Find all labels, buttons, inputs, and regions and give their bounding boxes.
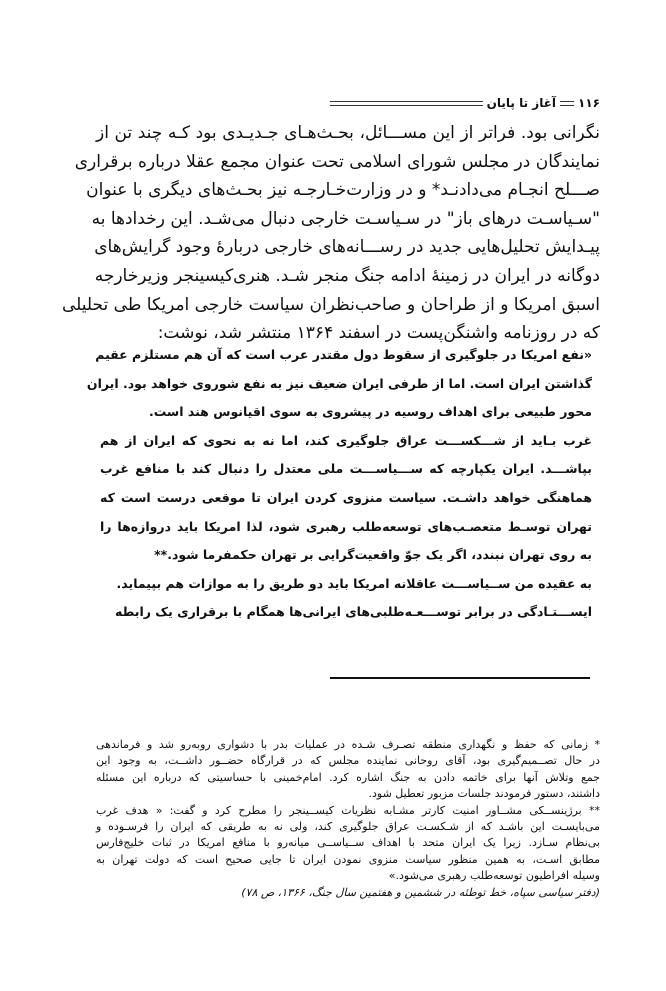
body-line: نمایندگان در مجلس شورای اسلامی تحت عنوان مجمع عقلا درباره برقراری — [74, 151, 600, 172]
quote-line: هماهنگی خواهد داشـت. سیاست منزوی کردن ایران تا موقعی درست است که — [100, 490, 592, 505]
body-line: نگرانی بود. فراتر از این مســـائل، بحـث‌هـای جـدیـدی بود کـه چند تن از — [96, 123, 600, 143]
quote-line: «نفع امریکا در جلوگیری از سقوط دول مقتدر عرب است که آن هم مستلزم عقیم — [95, 347, 592, 362]
footnote-line: * زمانی که حفظ و نگهداری منطقه تصـرف شـده در عملیات بدر با دشواری روبه‌رو شد و فرماندهی — [96, 738, 600, 751]
quote-line: بپاشـــد. ایران یکپارچه که ســـیاســـت ملی معتدل را دنبال کند با منافع غرب — [100, 461, 592, 477]
header-rule — [330, 101, 483, 106]
body-line: اسبق امریکا و از طراحان و صاحب‌نظران سیاست خارجی امریکا طی تحلیلی — [62, 294, 600, 315]
quote-line: گذاشتن ایران است. اما از طرفی ایران ضعیف نیز به نفع شوروی خواهد بود. ایران — [86, 375, 592, 391]
header-rule-short — [560, 101, 574, 106]
footnote-line: وسیله افراطیون توسعه‌طلب رهبری می‌شود.» — [388, 869, 600, 883]
body-line: دوگانه در ایران در زمینهٔ ادامه جنگ منجر شـد. هنری‌کیسینجر وزیرخارجه — [94, 266, 600, 286]
quote-line: به روی تهران نبندد، اگر یک جوّ واقعیت‌گرایی بر تهران حکمفرما شود.** — [154, 547, 592, 563]
footnote-line: بی‌نظام سـازد. زیرا یک ایران متحد با اهداف ســیاســی میانه‌رو با منافع امریکا در ثبات خلیج‌فارس — [96, 836, 600, 850]
quote-line: به عقیده من ســیاســـت عاقلانه امریکا باید دو طریق را به موازات هم بپیماید. — [116, 575, 592, 591]
body-line: پیـدایش تحلیل‌هایی جدید در رســـانه‌های خارجی دربارهٔ وجود گرایش‌های — [94, 237, 600, 258]
footnote-line: داشتند، دستور فرمودند جلسات مزبور تعطیل شود. — [368, 787, 600, 801]
footnote-line: مطابق اسـت، به همین منظور سیاست منزوی نمودن ایران تا جایی صحیح است که دولت تهران به — [96, 852, 600, 866]
footnote-separator — [330, 677, 590, 679]
running-title: آغاز تا پایان — [486, 96, 557, 110]
footnote-line: جمع وتلاش آنها برای خاتمه دادن به جنگ اشاره کرد. امام‌خمینی با حساسیتی که درباره این مسئله — [96, 770, 600, 784]
quote-line: غرب بـاید از شـــکســـت عراق جلوگیری کند، اما نه به نحوی که ایران از هم — [100, 432, 592, 448]
footnote-line: می‌بایسـت این باشـد که از شـکسـت عراق جلوگیری کند، ولی نه به طریقی که ایران را فرسـوده و — [96, 820, 600, 833]
footnote-line: در حال تصــمیم‌گیری بود، آقای روحانی نماینده مجلس که در قرارگاه حضــور داشــت، به وجود این — [96, 754, 600, 768]
footnote-line: ** برژینســکی مشــاور امنیت کارتر مشـابه نظریات کیســینجر را مطرح کرد و گفت: « هدف غرب — [96, 803, 600, 817]
footnote-source: (دفتر سیاسی سپاه، خط توطئه در ششمین و هفتمین سال جنگ، ۱۳۶۶، ص ۷۸) — [241, 885, 600, 899]
page-number: ۱۱۶ — [578, 96, 600, 110]
body-line: که در روزنامه واشنگن‌پست در اسفند ۱۳۶۴ منتشر شد، نوشت: — [157, 323, 600, 344]
quote-line: محور طبیعی برای اهداف روسیه در پیشروی به سوی اقیانوس هند است. — [148, 404, 592, 420]
running-header — [330, 94, 600, 112]
body-line: صـــلح انجـام می‌دادنـد* و در وزارت‌خـارجـه نیز بحـث‌های دیگری با عنوان — [86, 180, 600, 201]
body-line: "سـیاسـت درهای باز" در سـیاسـت خارجی دنبال می‌شـد. این رخدادها به — [91, 208, 600, 229]
quote-line: تهران توسـط متعصـب‌های توسعه‌طلب رهبری شود، لذا امریکا باید دروازه‌ها را — [100, 518, 592, 534]
quote-line: ایســـتـادگی در برابر توســـعـه‌طلبی‌های ایرانی‌ها همگام با برقراری یک رابطه — [115, 604, 592, 620]
